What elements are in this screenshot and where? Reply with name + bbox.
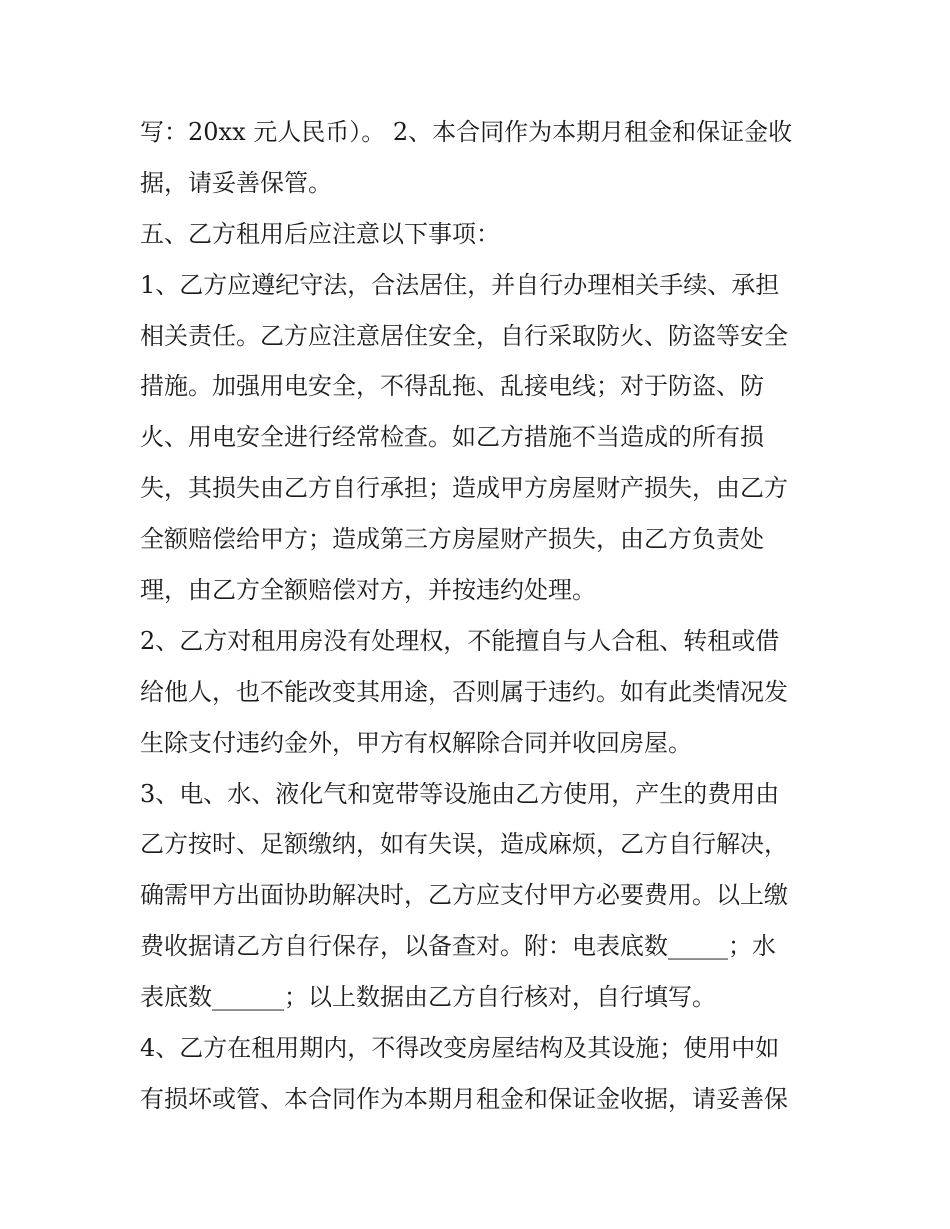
text-line: 2、乙方对租用房没有处理权，不能擅自与人合租、转租或借 <box>140 626 780 655</box>
text-line: 表底数______；以上数据由乙方自行核对，自行填写。 <box>140 983 716 1012</box>
text-line: 乙方按时、足额缴纳，如有失误，造成麻烦，乙方自行解决， <box>140 830 788 859</box>
text-line: 确需甲方出面协助解决时，乙方应支付甲方必要费用。以上缴 <box>140 881 788 910</box>
text-line: 措施。加强用电安全，不得乱拖、乱接电线；对于防盗、防 <box>140 372 764 401</box>
text-line: 全额赔偿给甲方；造成第三方房屋财产损失，由乙方负责处 <box>140 525 764 554</box>
text-line: 理，由乙方全额赔偿对方，并按违约处理。 <box>140 576 596 605</box>
text-line: 3、电、水、液化气和宽带等设施由乙方使用，产生的费用由 <box>140 779 780 808</box>
text-line: 火、用电安全进行经常检查。如乙方措施不当造成的所有损 <box>140 423 764 452</box>
contract-body-text <box>140 107 820 1125</box>
section-heading: 五、乙方租用后应注意以下事项： <box>140 219 500 248</box>
text-line: 1、乙方应遵纪守法，合法居住，并自行办理相关手续、承担 <box>140 270 780 299</box>
text-line: 据，请妥善保管。 <box>140 168 332 197</box>
text-line: 有损坏或管、本合同作为本期月租金和保证金收据，请妥善保 <box>140 1084 788 1113</box>
text-line: 给他人，也不能改变其用途，否则属于违约。如有此类情况发 <box>140 677 788 706</box>
text-line: 4、乙方在租用期内，不得改变房屋结构及其设施；使用中如 <box>140 1034 780 1063</box>
text-line: 失，其损失由乙方自行承担；造成甲方房屋财产损失，由乙方 <box>140 474 788 503</box>
text-line: 相关责任。乙方应注意居住安全，自行采取防火、防盗等安全 <box>140 321 788 350</box>
text-line: 写：20xx 元人民币）。 2、本合同作为本期月租金和保证金收 <box>140 118 793 146</box>
text-line: 费收据请乙方自行保存，以备查对。附：电表底数_____；水 <box>140 932 776 961</box>
text-line: 生除支付违约金外，甲方有权解除合同并收回房屋。 <box>140 728 692 757</box>
